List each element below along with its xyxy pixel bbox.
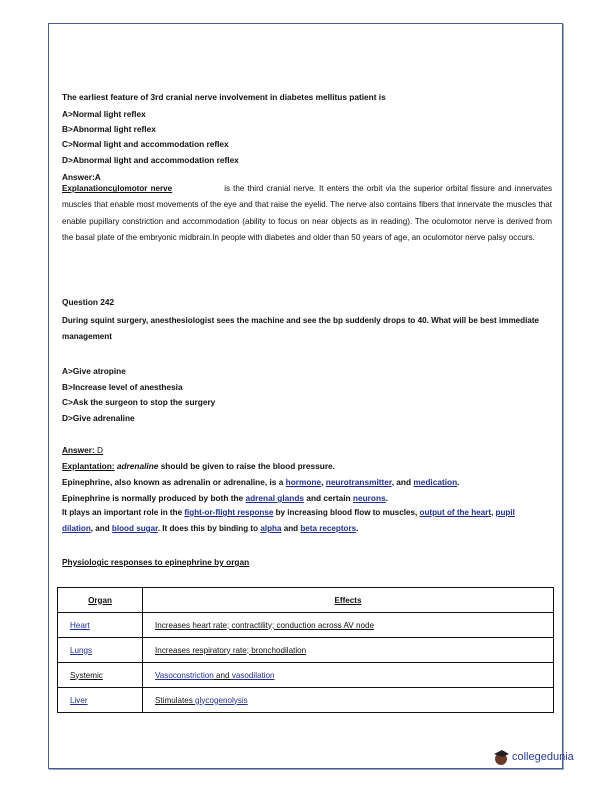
link-glycogenolysis[interactable]: glycogenolysis [195, 695, 248, 705]
option-c: C>Ask the surgeon to stop the surgery [62, 397, 216, 407]
link-liver[interactable]: Liver [70, 695, 88, 705]
link-neurons[interactable]: neurons [352, 493, 386, 503]
table-row: Lungs Increases respiratory rate; bronchodilation [58, 638, 554, 663]
link-output-of-heart[interactable]: output of the heart [419, 508, 492, 517]
explanation-label: Explanationcu̲lomotor nerve [62, 184, 173, 193]
question-number: Question 242 [62, 297, 115, 307]
mascot-icon [492, 748, 510, 766]
option-d: D>Give adrenaline [62, 413, 135, 423]
link-vasodilation[interactable]: vasodilation [231, 670, 275, 680]
header-effects: Effects [143, 588, 554, 613]
link-neurotransmitter[interactable]: neurotransmitter [325, 477, 392, 487]
link-pupil-dilation[interactable]: pupil dilation [62, 508, 515, 533]
explanation: Explantation: adrenaline should be given to raise the blood pressure. [62, 461, 335, 471]
answer: Answer:A [62, 172, 101, 182]
link-vasoconstriction[interactable]: Vasoconstriction [155, 670, 214, 680]
link-hormone[interactable]: hormone [285, 477, 322, 487]
link-heart[interactable]: Heart [70, 620, 90, 630]
link-adrenal-glands[interactable]: adrenal glands [245, 493, 305, 503]
table-header [58, 588, 554, 613]
link-blood-sugar[interactable]: blood sugar [111, 524, 158, 533]
paragraph-2: Epinephrine is normally produced by both the adrenal glands and certain neurons. [62, 493, 388, 503]
link-alpha[interactable]: alpha [260, 524, 282, 533]
paragraph-3: It plays an important role in the fight-or-flight response by increasing blood flow to muscles, output of the heart, pupil dilation, and blood sugar. It does this by binding to alpha and beta receptors. [62, 508, 515, 533]
link-beta-receptors[interactable]: beta receptors [300, 524, 357, 533]
table-row: Systemic Vasoconstriction and vasodilation [58, 663, 554, 688]
option-c: C>Normal light and accommodation reflex [62, 139, 229, 149]
option-d: D>Abnormal light and accommodation reflex [62, 155, 239, 165]
option-a: A>Give atropine [62, 366, 126, 376]
table-title: Physiologic responses to epinephrine by organ [62, 557, 250, 567]
explanation-text: is the third cranial nerve. It enters the orbit via the superior orbital fissure and innervates muscles that enable most movements of the eye and that raise the eyelid. The nerve also contains fibers that innervate the muscles that enable pupillary constriction and accommodation (ability to focus on near objects as in reading). The oculomotor nerve is derived from the basal plate of the embryonic midbrain.In people with diabetes and older than 50 years of age, an oculomotor nerve palsy occurs. [62, 184, 552, 243]
question-text: During squint surgery, anesthesiologist sees the machine and see the bp suddenly drops to 40. What will be best immediate management [62, 316, 540, 341]
paragraph-1: Epinephrine, also known as adrenalin or adrenaline, is a hormone, neurotransmitter, and medication. [62, 477, 460, 487]
question-text: The earliest feature of 3rd cranial nerve involvement in diabetes mellitus patient is [62, 92, 386, 102]
option-b: B>Increase level of anesthesia [62, 382, 183, 392]
table-row: Liver Stimulates glycogenolysis [58, 688, 554, 713]
option-b: B>Abnormal light reflex [62, 124, 156, 134]
table-row: Heart Increases heart rate; contractility; conduction across AV node [58, 613, 554, 638]
link-lungs[interactable]: Lungs [70, 645, 93, 655]
header-organ: Organ [58, 588, 143, 613]
collegedunia-logo: collegedunia [492, 748, 574, 766]
option-a: A>Normal light reflex [62, 109, 146, 119]
organ-effects-table [57, 587, 554, 713]
explanation [62, 181, 552, 247]
answer: Answer: D [62, 445, 104, 455]
link-medication[interactable]: medication [413, 477, 458, 487]
link-fight-or-flight[interactable]: fight-or-flight response [184, 508, 274, 517]
